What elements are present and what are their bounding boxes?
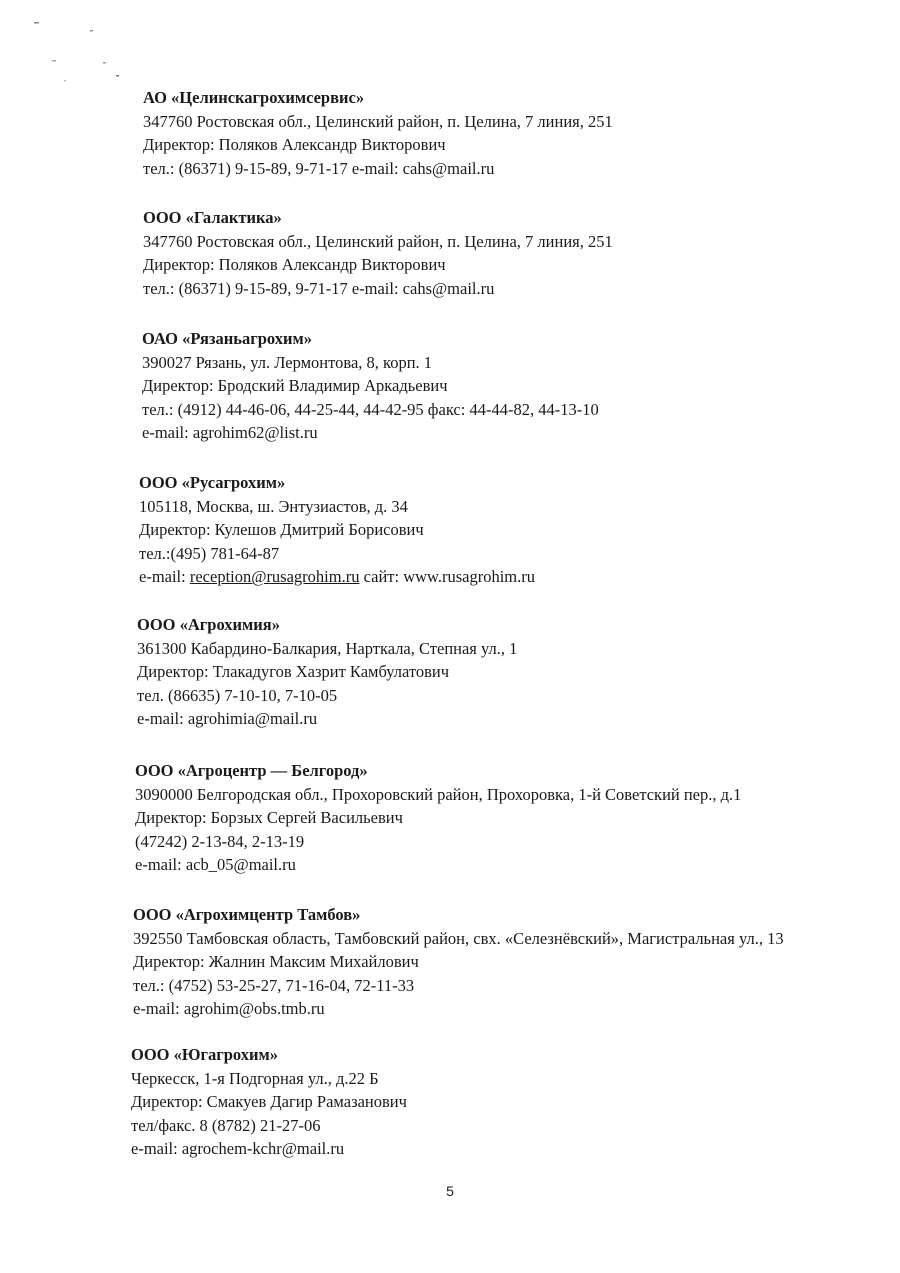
- email-prefix: e-mail:: [139, 567, 190, 587]
- company-director: Директор: Кулешов Дмитрий Борисович: [139, 520, 424, 540]
- page-number: 5: [446, 1183, 454, 1199]
- company-name: ООО «Агрохимцентр Тамбов»: [133, 905, 361, 924]
- company-phone: тел. (86635) 7-10-10, 7-10-05: [137, 685, 338, 705]
- email-link[interactable]: reception@rusagrohim.ru: [189, 567, 360, 587]
- company-email: e-mail: agrohim@obs.tmb.ru: [133, 999, 325, 1019]
- company-address: 3090000 Белгородская обл., Прохоровский район, Прохоровка, 1-й Советский пер., д.1: [135, 784, 742, 804]
- company-email: e-mail: agrochem-kchr@mail.ru: [131, 1139, 345, 1159]
- company-address: 390027 Рязань, ул. Лермонтова, 8, корп. 1: [142, 352, 433, 372]
- company-address: Черкесск, 1-я Подгорная ул., д.22 Б: [131, 1068, 379, 1088]
- company-name: АО «Целинскагрохимсервис»: [143, 88, 365, 107]
- company-email: e-mail: acb_05@mail.ru: [135, 855, 296, 875]
- company-address: 347760 Ростовская обл., Целинский район, п. Целина, 7 линия, 251: [143, 231, 613, 251]
- company-name: ООО «Галактика»: [143, 208, 282, 227]
- company-phone: тел.: (86371) 9-15-89, 9-71-17 e-mail: cahs@mail.ru: [143, 278, 495, 298]
- company-name: ООО «Русагрохим»: [139, 473, 286, 492]
- scan-specks: [0, 0, 140, 90]
- company-entry: [143, 206, 900, 300]
- company-director: Директор: Борзых Сергей Васильевич: [135, 808, 403, 828]
- company-phone: тел/факс. 8 (8782) 21-27-06: [131, 1115, 321, 1135]
- company-director: Директор: Жалнин Максим Михайлович: [133, 952, 419, 972]
- company-email: e-mail: agrohimia@mail.ru: [137, 709, 318, 729]
- company-name: ООО «Агроцентр — Белгород»: [135, 761, 368, 780]
- company-director: Директор: Поляков Александр Викторович: [143, 255, 446, 275]
- company-address: 105118, Москва, ш. Энтузиастов, д. 34: [139, 496, 408, 516]
- company-address: 347760 Ростовская обл., Целинский район, п. Целина, 7 линия, 251: [143, 111, 613, 131]
- company-director: Директор: Бродский Владимир Аркадьевич: [142, 376, 448, 396]
- company-name: ОАО «Рязаньагрохим»: [142, 329, 313, 348]
- company-entry: [137, 613, 900, 731]
- company-phone: тел.: (86371) 9-15-89, 9-71-17 e-mail: cahs@mail.ru: [143, 158, 495, 178]
- company-address: 361300 Кабардино-Балкария, Нарткала, Степная ул., 1: [137, 638, 518, 658]
- company-director: Директор: Тлакадугов Хазрит Камбулатович: [137, 662, 450, 682]
- company-email: [139, 565, 900, 589]
- company-entry: [133, 903, 900, 1021]
- company-phone: тел.: (4912) 44-46-06, 44-25-44, 44-42-95 факс: 44-44-82, 44-13-10: [142, 399, 599, 419]
- company-director: Директор: Смакуев Дагир Рамазанович: [131, 1092, 407, 1112]
- company-entry: [131, 1043, 900, 1161]
- company-email: e-mail: agrohim62@list.ru: [142, 423, 318, 443]
- company-director: Директор: Поляков Александр Викторович: [143, 135, 446, 155]
- company-entry: [142, 327, 900, 445]
- company-phone: тел.: (4752) 53-25-27, 71-16-04, 72-11-33: [133, 975, 415, 995]
- company-phone: (47242) 2-13-84, 2-13-19: [135, 831, 305, 851]
- company-phone: тел.:(495) 781-64-87: [139, 543, 280, 563]
- company-entry: [135, 759, 900, 877]
- company-name: ООО «Югагрохим»: [131, 1045, 278, 1064]
- company-name: ООО «Агрохимия»: [137, 615, 280, 634]
- company-address: 392550 Тамбовская область, Тамбовский район, свх. «Селезнёвский», Магистральная ул., 13: [133, 928, 784, 948]
- company-entry: [143, 86, 900, 180]
- website-text: сайт: www.rusagrohim.ru: [359, 567, 536, 587]
- company-entry: [139, 471, 900, 589]
